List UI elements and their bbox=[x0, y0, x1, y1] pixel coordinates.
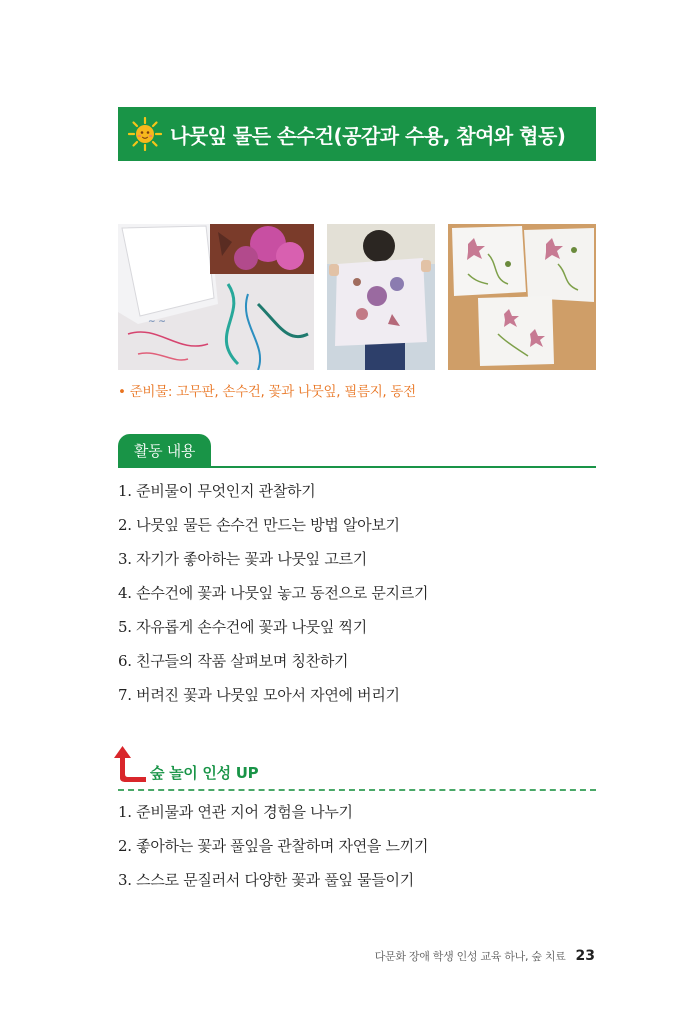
activity-steps bbox=[118, 474, 428, 712]
activity-step: 5. 자유롭게 손수건에 꽃과 나뭇잎 찍기 bbox=[118, 618, 367, 636]
finished-handkerchiefs-photo bbox=[448, 224, 596, 370]
page-number: 23 bbox=[575, 948, 595, 964]
activity-tab: 활동 내용 bbox=[118, 434, 211, 467]
svg-text:~ ~: ~ ~ bbox=[148, 317, 166, 327]
up-arrow-icon bbox=[112, 744, 148, 784]
character-point: 1. 준비물과 연관 지어 경험을 나누기 bbox=[118, 803, 353, 821]
child-handkerchief-photo bbox=[327, 224, 435, 370]
activity-step: 3. 자기가 좋아하는 꽃과 나뭇잎 고르기 bbox=[118, 550, 367, 568]
activity-photos bbox=[118, 224, 596, 370]
character-divider bbox=[118, 789, 596, 791]
page-footer bbox=[375, 948, 595, 964]
activity-divider bbox=[118, 466, 596, 468]
materials-photo bbox=[118, 224, 314, 370]
section-title-bar bbox=[118, 107, 596, 161]
character-up-title: 숲 놀이 인성 UP bbox=[150, 764, 259, 782]
activity-step: 2. 나뭇잎 물든 손수건 만드는 방법 알아보기 bbox=[118, 516, 400, 534]
activity-step: 6. 친구들의 작품 살펴보며 칭찬하기 bbox=[118, 652, 349, 670]
materials-list: • 준비물: 고무판, 손수건, 꽃과 나뭇잎, 필름지, 동전 bbox=[118, 384, 416, 400]
activity-step: 7. 버려진 꽃과 나뭇잎 모아서 자연에 버리기 bbox=[118, 686, 400, 704]
sun-icon bbox=[128, 117, 162, 151]
character-points bbox=[118, 795, 428, 897]
activity-step: 4. 손수건에 꽃과 나뭇잎 놓고 동전으로 문지르기 bbox=[118, 584, 429, 602]
character-point: 2. 좋아하는 꽃과 풀잎을 관찰하며 자연을 느끼기 bbox=[118, 837, 429, 855]
character-point: 3. 스스로 문질러서 다양한 꽃과 풀잎 물들이기 bbox=[118, 871, 414, 889]
activity-step: 1. 준비물이 무엇인지 관찰하기 bbox=[118, 482, 316, 500]
footer-book-title: 다문화 장애 학생 인성 교육 하나, 숲 치료 bbox=[374, 950, 566, 963]
page-title: 나뭇잎 물든 손수건(공감과 수용, 참여와 협동) bbox=[170, 123, 566, 148]
